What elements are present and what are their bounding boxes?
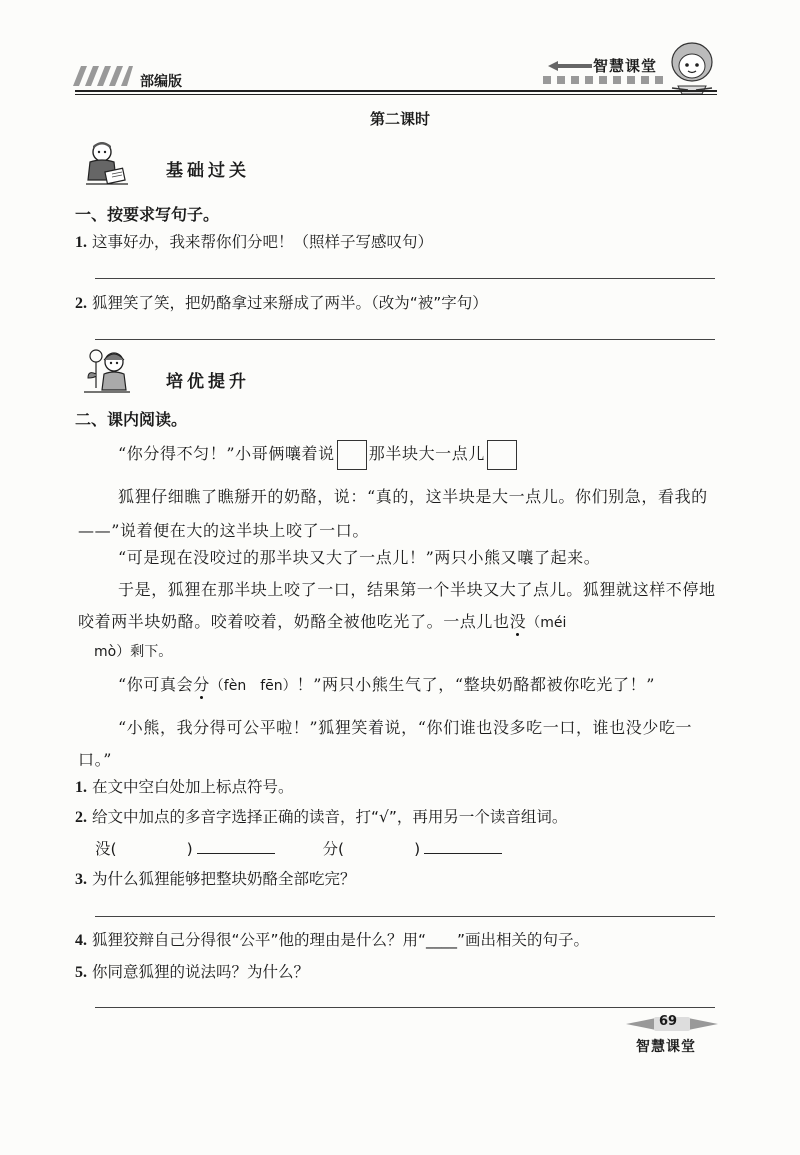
section-title-advanced: 培优提升 (166, 372, 250, 392)
question-text: 狐狸狡辩自己分得很“公平”他的理由是什么？用“____”画出相关的句子。 (91, 931, 590, 949)
page-number: 69 (659, 1014, 678, 1029)
answer-line[interactable] (95, 1007, 715, 1008)
question-number: 2. (75, 295, 87, 312)
cartoon-girl-icon (668, 40, 716, 94)
footer-brand: 智慧课堂 (636, 1039, 696, 1055)
pinyin-choice-fen[interactable]: （fèn fēn） (209, 678, 297, 694)
passage-paragraph-2: 狐狸仔细瞧了瞧掰开的奶酪，说：“真的，这半块是大一点儿。你们别急，看我的——”说着便在大的这半块上咬了一口。 (78, 487, 708, 540)
question-number: 5. (75, 964, 87, 981)
passage-paragraph-5 (118, 672, 655, 695)
polyphone-label-fen: 分( (322, 840, 345, 858)
passage-text: “你可真会 (118, 675, 194, 694)
reading-question-4 (75, 928, 589, 950)
passage-text: 那半块大一点儿 (368, 444, 485, 463)
passage-text: ！”两只小熊生气了，“整块奶酪都被你吃光了！” (296, 675, 655, 694)
reading-question-5 (75, 960, 309, 982)
answer-line[interactable] (95, 916, 715, 917)
dotted-char-mei: 没 (509, 612, 527, 631)
passage-paragraph-4 (78, 574, 720, 639)
passage-paragraph-1 (118, 438, 519, 470)
passage-paragraph-3: “可是现在没咬过的那半块又大了一点儿！”两只小熊又嚷了起来。 (118, 548, 601, 567)
reading-question-2 (75, 805, 567, 827)
question-text: 为什么狐狸能够把整块奶酪全部吃完？ (91, 870, 356, 888)
paren-close: ) (414, 840, 421, 858)
question-number: 1. (75, 779, 87, 796)
header-stripes-decoration (73, 66, 133, 86)
question-text: 这事好办，我来帮你们分吧！（照样子写感叹句） (91, 233, 433, 251)
dotted-char-fen: 分 (193, 675, 210, 694)
passage-text: “你分得不匀！”小哥俩嚷着说 (118, 444, 335, 463)
question-heading-1: 一、按要求写句子。 (75, 205, 220, 224)
pinyin-choice-mo[interactable]: mò）剩下。 (94, 644, 173, 660)
girl-with-flower-icon (82, 348, 132, 394)
boy-writing-icon (82, 140, 132, 190)
word-blank-fen[interactable] (424, 853, 502, 854)
question-text: 给文中加点的多音字选择正确的读音，打“√”，再用另一个读音组词。 (91, 808, 568, 826)
question-1-1 (75, 230, 433, 252)
reading-question-1 (75, 775, 293, 797)
punctuation-blank-box[interactable] (487, 440, 517, 470)
header-rule-thin (75, 94, 717, 95)
header-rule (75, 90, 717, 92)
reading-question-3 (75, 867, 355, 889)
lesson-title: 第二课时 (369, 110, 430, 128)
question-heading-2: 二、课内阅读。 (75, 410, 188, 429)
question-number: 3. (75, 871, 87, 888)
question-number: 1. (75, 234, 87, 251)
word-blank-mei[interactable] (197, 853, 275, 854)
edition-label: 部编版 (140, 74, 182, 90)
passage-paragraph-4-end (94, 641, 172, 661)
polyphone-fill-row (95, 837, 502, 859)
brand-arrow-icon (548, 61, 592, 71)
question-1-2 (75, 291, 488, 313)
header-brand: 智慧课堂 (593, 57, 658, 75)
question-number: 2. (75, 809, 87, 826)
polyphone-label-mei: 没( (95, 840, 117, 858)
question-text: 你同意狐狸的说法吗？为什么？ (91, 963, 309, 981)
pinyin-choice-mei[interactable]: （méi (526, 615, 567, 631)
header-dots-decoration (543, 76, 663, 84)
passage-paragraph-6: “小熊，我分得可公平啦！”狐狸笑着说，“你们谁也没多吃一口，谁也没少吃一口。” (78, 718, 693, 769)
answer-line[interactable] (95, 339, 715, 340)
question-text: 狐狸笑了笑，把奶酪拿过来掰成了两半。（改为“被”字句） (91, 294, 488, 312)
answer-line[interactable] (95, 278, 715, 279)
question-text: 在文中空白处加上标点符号。 (91, 778, 294, 796)
paren-close: ) (186, 840, 193, 858)
question-number: 4. (75, 932, 87, 949)
section-title-basics: 基础过关 (166, 161, 250, 181)
punctuation-blank-box[interactable] (337, 440, 367, 470)
passage-text: 于是，狐狸在那半块上咬了一口，结果第一个半块又大了点儿。狐狸就这样不停地咬着两半块奶酪。咬着咬着，奶酪全被他吃光了。一点儿也 (78, 580, 716, 631)
